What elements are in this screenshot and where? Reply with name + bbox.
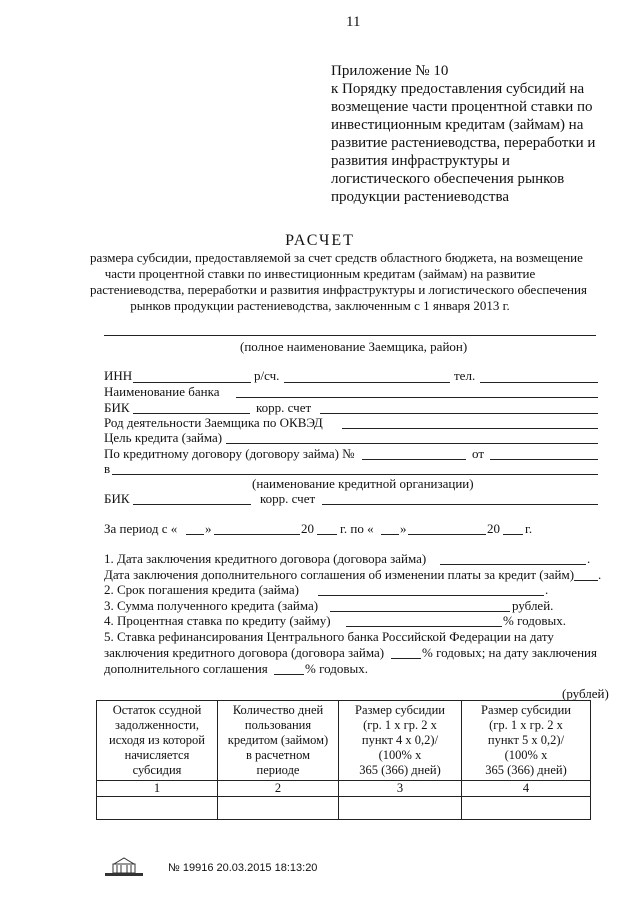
contract-number-field[interactable]	[362, 459, 466, 460]
item-2-field[interactable]	[318, 595, 544, 596]
bik-label: БИК	[104, 400, 130, 415]
period-from-year[interactable]	[317, 534, 337, 535]
period-to-year[interactable]	[503, 534, 523, 535]
borrower-caption: (полное наименование Заемщика, район)	[240, 339, 468, 354]
document-subtitle	[90, 250, 587, 314]
item-5-label: 5. Ставка рефинансирования Центрального банка Российской Федерации на дату	[104, 629, 554, 644]
contract-date-field[interactable]	[490, 459, 598, 460]
appendix-line: к Порядку предоставления субсидий на	[331, 81, 585, 97]
purpose-field[interactable]	[226, 443, 598, 444]
table-header-row	[97, 701, 591, 781]
period-end: г.	[525, 521, 533, 536]
bik-field[interactable]	[133, 413, 250, 414]
rs-label: р/сч.	[254, 368, 280, 383]
inn-label: ИНН	[104, 368, 133, 383]
credit-org-caption: (наименование кредитной организации)	[252, 476, 474, 491]
table-header-cell: Количество дней пользования кредитом (займом) в расчетном периоде	[218, 701, 339, 781]
item-5-addl-rate-field[interactable]	[274, 674, 304, 675]
item-2-label: 2. Срок погашения кредита (займа)	[104, 582, 299, 597]
table-header-cell: Размер субсидии (гр. 1 х гр. 2 х пункт 4 х 0,2)/ (100% х 365 (366) дней)	[339, 701, 462, 781]
item-1-field[interactable]	[440, 564, 586, 565]
subtitle-line: размера субсидии, предоставляемой за счет средств областного бюджета, на возмещение	[90, 250, 583, 265]
building-emblem-icon	[102, 856, 146, 878]
document-title: РАСЧЕТ	[285, 232, 355, 249]
bank-name-field[interactable]	[236, 397, 598, 398]
period-quote: »	[400, 521, 407, 536]
item-4-label: 4. Процентная ставка по кредиту (займу)	[104, 613, 331, 628]
item-5-line2-label: заключения кредитного договора (договора займа)	[104, 645, 385, 660]
item-2-end: .	[545, 582, 549, 597]
inn-field[interactable]	[133, 382, 251, 383]
tel-field[interactable]	[480, 382, 598, 383]
okved-label: Род деятельности Заемщика по ОКВЭД	[104, 415, 323, 430]
table-number-cell: 3	[339, 781, 462, 797]
korr-label: корр. счет	[256, 400, 312, 415]
subsidy-table	[96, 700, 591, 820]
table-cell[interactable]	[462, 797, 591, 820]
okved-field[interactable]	[342, 428, 598, 429]
subtitle-line: рынков продукции растениеводства, заключенным с 1 января 2013 г.	[130, 298, 510, 313]
bik2-label: БИК	[104, 491, 130, 506]
item-1b-field[interactable]	[574, 580, 598, 581]
item-3-end: рублей.	[512, 598, 554, 613]
bank-name-label: Наименование банка	[104, 384, 220, 399]
item-1-end: .	[587, 551, 591, 566]
appendix-line: логистического обеспечения рынков	[331, 171, 565, 187]
appendix-line: Приложение № 10	[331, 63, 449, 79]
table-number-cell: 4	[462, 781, 591, 797]
item-5-line3-end: % годовых.	[305, 661, 368, 676]
contract-ot-label: от	[472, 446, 485, 461]
item-1b-label: Дата заключения дополнительного соглашения об изменении платы за кредит (займ)	[104, 567, 575, 582]
table-cell[interactable]	[218, 797, 339, 820]
rs-field[interactable]	[284, 382, 450, 383]
period-to-day[interactable]	[381, 534, 399, 535]
appendix-line: продукции растениеводства	[331, 189, 510, 205]
item-1b-end: .	[598, 567, 602, 582]
table-cell[interactable]	[339, 797, 462, 820]
item-5-line3-label: дополнительного соглашения	[104, 661, 268, 676]
units-label: (рублей)	[562, 686, 609, 701]
registration-stamp: № 19916 20.03.2015 18:13:20	[168, 862, 318, 874]
table-header-cell: Остаток ссудной задолженности, исходя из которой начисляется субсидия	[97, 701, 218, 781]
table-number-cell: 2	[218, 781, 339, 797]
appendix-line: возмещение части процентной ставки по	[331, 99, 593, 115]
period-to-label: г. по «	[340, 521, 374, 536]
item-4-end: % годовых.	[503, 613, 566, 628]
period-quote: »	[205, 521, 212, 536]
credit-org-field[interactable]	[112, 474, 598, 475]
contract-label: По кредитному договору (договору займа) №	[104, 446, 355, 461]
subtitle-line: растениеводства, переработки и развития инфраструктуры и логистического обеспечения	[90, 282, 587, 297]
item-5-rate-field[interactable]	[391, 658, 421, 659]
table-number-row	[97, 781, 591, 797]
period-to-month[interactable]	[408, 534, 486, 535]
item-5-line2-end: % годовых; на дату заключения	[422, 645, 597, 660]
purpose-label: Цель кредита (займа)	[104, 430, 223, 445]
period-from-month[interactable]	[214, 534, 300, 535]
korr-field[interactable]	[320, 413, 598, 414]
item-4-field[interactable]	[346, 626, 502, 627]
korr2-field[interactable]	[322, 504, 598, 505]
item-3-label: 3. Сумма полученного кредита (займа)	[104, 598, 319, 613]
korr2-label: корр. счет	[260, 491, 316, 506]
borrower-name-line[interactable]	[104, 335, 596, 336]
appendix-line: развития инфраструктуры и	[331, 153, 510, 169]
v-label: в	[104, 461, 111, 476]
subtitle-line: части процентной ставки по инвестиционным кредитам (займам) на развитие	[104, 266, 536, 281]
table-header-cell: Размер субсидии (гр. 1 х гр. 2 х пункт 5 х 0,2)/ (100% х 365 (366) дней)	[462, 701, 591, 781]
item-1-label: 1. Дата заключения кредитного договора (договора займа)	[104, 551, 427, 566]
appendix-line: развитие растениеводства, переработки и	[331, 135, 596, 151]
appendix-line: инвестиционным кредитам (займам) на	[331, 117, 584, 133]
period-label: За период с «	[104, 521, 178, 536]
appendix-block	[331, 62, 595, 206]
table-number-cell: 1	[97, 781, 218, 797]
period-year-prefix: 20	[301, 521, 314, 536]
tel-label: тел.	[454, 368, 476, 383]
page-number: 11	[346, 14, 361, 30]
period-year-prefix: 20	[487, 521, 500, 536]
item-3-field[interactable]	[330, 611, 510, 612]
table-cell[interactable]	[97, 797, 218, 820]
bik2-field[interactable]	[133, 504, 251, 505]
period-from-day[interactable]	[186, 534, 204, 535]
table-row	[97, 797, 591, 820]
